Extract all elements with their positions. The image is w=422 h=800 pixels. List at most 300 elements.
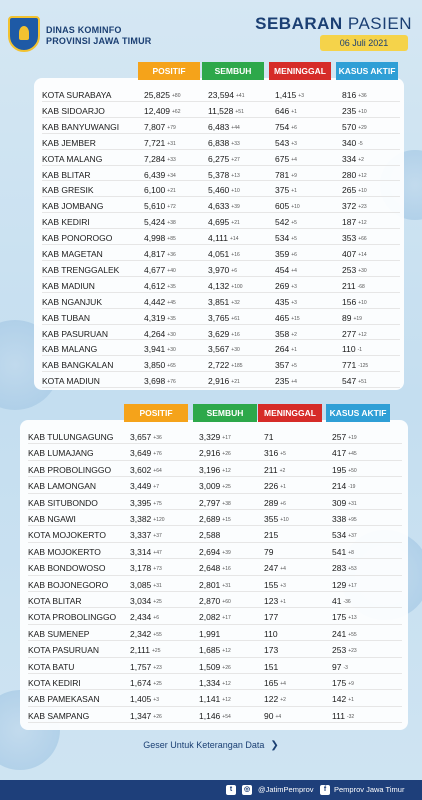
value-aktif: 417 +45 bbox=[332, 448, 357, 459]
region-name: KAB BANYUWANGI bbox=[42, 121, 120, 132]
region-name: KAB TRENGGALEK bbox=[42, 264, 120, 275]
value-positif: 2,434 +6 bbox=[130, 612, 159, 623]
value-sembuh: 4,051 +16 bbox=[208, 249, 240, 259]
delta-positif: +79 bbox=[167, 124, 176, 131]
value-aktif: 283 +53 bbox=[332, 563, 357, 574]
value-sembuh: 1,146 +54 bbox=[199, 710, 231, 721]
delta-aktif: +10 bbox=[358, 299, 367, 306]
value-sembuh: 2,870 +60 bbox=[199, 596, 231, 606]
delta-positif: +85 bbox=[167, 236, 176, 243]
value-aktif: 235 +10 bbox=[342, 105, 367, 116]
delta-meninggal: +5 bbox=[280, 451, 286, 458]
facebook-icon[interactable]: f bbox=[320, 785, 330, 795]
instagram-icon[interactable]: ◎ bbox=[243, 786, 251, 793]
col-header-positif: POSITIF bbox=[124, 404, 188, 422]
value-positif: 2,111 +25 bbox=[130, 645, 161, 656]
value-sembuh: 1,509 +26 bbox=[199, 661, 231, 672]
value-aktif: 257 +19 bbox=[332, 432, 357, 442]
region-name: KAB BOJONEGORO bbox=[28, 579, 109, 590]
value-meninggal: 173 bbox=[264, 645, 279, 656]
value-sembuh: 3,009 +25 bbox=[199, 481, 231, 492]
delta-sembuh: +61 bbox=[231, 315, 240, 322]
delta-sembuh: +26 bbox=[222, 664, 231, 671]
delta-meninggal: +2 bbox=[280, 697, 286, 704]
delta-positif: +73 bbox=[153, 566, 162, 573]
value-sembuh: 2,588 bbox=[199, 530, 221, 541]
delta-aktif: +10 bbox=[358, 108, 367, 115]
value-positif: 3,085 +31 bbox=[130, 579, 162, 590]
value-meninggal: 435 +3 bbox=[275, 296, 297, 307]
delta-sembuh: +13 bbox=[231, 172, 240, 179]
delta-sembuh: +44 bbox=[231, 124, 240, 131]
delta-aktif: +95 bbox=[348, 517, 357, 523]
value-positif: 4,998 +85 bbox=[144, 233, 176, 244]
value-positif: 3,382 +120 bbox=[130, 514, 165, 524]
delta-aktif: +55 bbox=[348, 631, 357, 638]
delta-meninggal: +4 bbox=[291, 267, 297, 274]
delta-meninggal: +4 bbox=[275, 713, 282, 720]
value-positif: 4,442 +45 bbox=[144, 296, 176, 307]
value-meninggal: 781 +9 bbox=[275, 169, 297, 180]
delta-meninggal: +4 bbox=[280, 681, 286, 687]
value-aktif: 211 -68 bbox=[342, 280, 365, 291]
value-aktif: 534 +37 bbox=[332, 530, 357, 541]
value-positif: 3,657 +36 bbox=[130, 432, 162, 442]
region-name: KOTA BLITAR bbox=[28, 596, 82, 606]
value-positif: 3,698 +76 bbox=[144, 376, 176, 387]
value-sembuh: 1,141 +12 bbox=[199, 694, 231, 705]
delta-positif: +35 bbox=[167, 315, 176, 322]
region-name: KAB LUMAJANG bbox=[28, 448, 94, 459]
delta-positif: +26 bbox=[153, 713, 162, 720]
page-title: SEBARAN PASIEN bbox=[255, 14, 412, 33]
value-aktif: 156 +10 bbox=[342, 296, 367, 307]
value-sembuh: 2,694 +39 bbox=[199, 546, 231, 557]
delta-positif: +23 bbox=[153, 664, 162, 671]
value-positif: 4,319 +35 bbox=[144, 312, 176, 323]
delta-meninggal: +6 bbox=[291, 124, 297, 131]
delta-sembuh: +41 bbox=[236, 93, 245, 99]
delta-meninggal: +10 bbox=[291, 204, 300, 211]
delta-meninggal: +5 bbox=[291, 236, 297, 243]
delta-aktif: +23 bbox=[358, 204, 367, 211]
value-aktif: 253 +30 bbox=[342, 264, 367, 275]
delta-aktif: -19 bbox=[348, 484, 356, 491]
delta-positif: +7 bbox=[153, 484, 159, 491]
delta-aktif: -3 bbox=[343, 664, 348, 671]
delta-positif: +30 bbox=[167, 331, 176, 338]
chevron-right-icon: ❯ bbox=[270, 740, 279, 751]
delta-sembuh: +12 bbox=[222, 681, 231, 687]
delta-positif: +38 bbox=[167, 220, 176, 227]
delta-meninggal: +6 bbox=[291, 252, 297, 258]
delta-sembuh: +16 bbox=[231, 252, 240, 258]
value-meninggal: 543 +3 bbox=[275, 137, 297, 148]
value-meninggal: 215 bbox=[264, 530, 279, 541]
delta-aktif: +36 bbox=[358, 93, 367, 99]
region-name: KAB SITUBONDO bbox=[28, 497, 98, 508]
delta-aktif: +2 bbox=[358, 156, 364, 163]
value-aktif: 111 -32 bbox=[332, 710, 355, 721]
value-meninggal: 465 +15 bbox=[275, 312, 300, 323]
value-sembuh: 2,082 +17 bbox=[199, 612, 231, 623]
delta-aktif: +13 bbox=[348, 615, 357, 622]
value-sembuh: 1,685 +12 bbox=[199, 645, 231, 656]
value-aktif: 110 -1 bbox=[342, 344, 363, 355]
region-name: KAB GRESIK bbox=[42, 185, 94, 196]
value-positif: 5,610 +72 bbox=[144, 201, 176, 212]
delta-sembuh: +21 bbox=[231, 379, 240, 386]
value-meninggal: 375 +1 bbox=[275, 185, 297, 196]
col-header-sembuh: SEMBUH bbox=[193, 404, 257, 422]
delta-positif: +45 bbox=[167, 299, 176, 306]
delta-sembuh: +21 bbox=[231, 220, 240, 227]
col-header-kasus-aktif: KASUS AKTIF bbox=[336, 62, 398, 80]
value-meninggal: 454 +4 bbox=[275, 264, 297, 275]
value-aktif: 334 +2 bbox=[342, 153, 364, 164]
region-name: KAB JEMBER bbox=[42, 137, 96, 148]
value-meninggal: 754 +6 bbox=[275, 121, 297, 132]
value-aktif: 309 +31 bbox=[332, 497, 357, 508]
social-handle-twitter[interactable]: @JatimPemprov bbox=[258, 785, 314, 794]
delta-positif: +25 bbox=[152, 648, 161, 655]
value-meninggal: 226 +1 bbox=[264, 481, 286, 492]
col-header-positif: POSITIF bbox=[138, 62, 200, 80]
value-sembuh: 3,196 +12 bbox=[199, 464, 231, 475]
delta-positif: +30 bbox=[167, 347, 176, 354]
delta-sembuh: +12 bbox=[222, 648, 231, 655]
delta-meninggal: +5 bbox=[291, 220, 297, 227]
value-sembuh: 2,916 +21 bbox=[208, 376, 240, 387]
region-name: KAB PROBOLINGGO bbox=[28, 464, 112, 475]
value-meninggal: 247 +4 bbox=[264, 563, 286, 574]
delta-meninggal: +15 bbox=[291, 315, 300, 322]
value-positif: 3,178 +73 bbox=[130, 563, 162, 574]
delta-aktif: +1 bbox=[348, 697, 354, 704]
value-positif: 3,649 +76 bbox=[130, 448, 162, 459]
region-name: KAB LAMONGAN bbox=[28, 481, 97, 492]
delta-meninggal: +1 bbox=[291, 347, 297, 354]
value-meninggal: 534 +5 bbox=[275, 233, 297, 244]
delta-positif: +72 bbox=[167, 204, 176, 211]
delta-aktif: +23 bbox=[348, 648, 357, 655]
value-meninggal: 542 +5 bbox=[275, 217, 297, 228]
value-sembuh: 3,970 +6 bbox=[208, 264, 237, 275]
region-name: KAB PAMEKASAN bbox=[28, 694, 100, 705]
value-aktif: 97 -3 bbox=[332, 661, 348, 672]
value-meninggal: 90 +4 bbox=[264, 710, 282, 721]
value-sembuh: 23,594 +41 bbox=[208, 90, 245, 100]
delta-positif: +80 bbox=[172, 93, 181, 99]
value-meninggal: 123 +1 bbox=[264, 596, 286, 606]
region-name: KAB SUMENEP bbox=[28, 628, 90, 639]
value-sembuh: 5,460 +10 bbox=[208, 185, 240, 196]
delta-aktif: -1 bbox=[357, 347, 363, 354]
delta-sembuh: +54 bbox=[222, 713, 231, 720]
value-aktif: 214 -19 bbox=[332, 481, 356, 492]
delta-aktif: -36 bbox=[343, 599, 351, 605]
org-name-line2: PROVINSI JAWA TIMUR bbox=[46, 36, 152, 46]
delta-positif: +21 bbox=[167, 188, 176, 195]
region-name: KAB NGANJUK bbox=[42, 296, 102, 307]
delta-positif: +34 bbox=[167, 172, 176, 179]
value-positif: 4,817 +36 bbox=[144, 249, 176, 259]
region-name: KAB KEDIRI bbox=[42, 217, 90, 228]
value-sembuh: 1,991 bbox=[199, 628, 221, 639]
delta-positif: +3 bbox=[153, 697, 159, 704]
delta-aktif: +29 bbox=[358, 124, 367, 131]
delta-sembuh: +39 bbox=[222, 549, 231, 556]
delta-positif: +6 bbox=[153, 615, 159, 622]
value-meninggal: 211 +2 bbox=[264, 464, 286, 475]
value-meninggal: 79 bbox=[264, 546, 274, 557]
value-aktif: 142 +1 bbox=[332, 694, 354, 705]
delta-aktif: +37 bbox=[348, 533, 357, 540]
delta-aktif: -68 bbox=[357, 283, 365, 290]
value-meninggal: 165 +4 bbox=[264, 678, 286, 688]
value-meninggal: 1,415 +3 bbox=[275, 90, 304, 100]
value-meninggal: 359 +6 bbox=[275, 249, 297, 259]
value-positif: 1,757 +23 bbox=[130, 661, 162, 672]
value-sembuh: 6,838 +33 bbox=[208, 137, 240, 148]
org-name-line1: DINAS KOMINFO bbox=[46, 25, 122, 35]
value-positif: 12,409 +62 bbox=[144, 105, 181, 116]
value-sembuh: 2,801 +31 bbox=[199, 579, 231, 590]
delta-sembuh: +38 bbox=[222, 500, 231, 507]
delta-meninggal: +1 bbox=[280, 599, 286, 605]
row-divider bbox=[42, 387, 400, 388]
delta-positif: +62 bbox=[172, 108, 181, 115]
value-meninggal: 155 +3 bbox=[264, 579, 286, 590]
value-meninggal: 289 +6 bbox=[264, 497, 286, 508]
region-name: KOTA KEDIRI bbox=[28, 678, 81, 688]
value-aktif: 340 -5 bbox=[342, 137, 363, 148]
value-positif: 1,674 +25 bbox=[130, 678, 162, 688]
value-sembuh: 3,851 +32 bbox=[208, 296, 240, 307]
region-name: KAB BANGKALAN bbox=[42, 360, 114, 371]
value-meninggal: 605 +10 bbox=[275, 201, 300, 212]
delta-positif: +40 bbox=[167, 267, 176, 274]
value-sembuh: 2,797 +38 bbox=[199, 497, 231, 508]
value-meninggal: 177 bbox=[264, 612, 279, 623]
value-positif: 5,424 +38 bbox=[144, 217, 176, 228]
region-name: KAB MADIUN bbox=[42, 280, 95, 291]
value-aktif: 280 +12 bbox=[342, 169, 367, 180]
value-aktif: 372 +23 bbox=[342, 201, 367, 212]
value-positif: 1,347 +26 bbox=[130, 710, 162, 721]
delta-sembuh: +6 bbox=[231, 267, 237, 274]
region-name: KOTA SURABAYA bbox=[42, 90, 112, 100]
value-meninggal: 264 +1 bbox=[275, 344, 297, 355]
delta-meninggal: +2 bbox=[279, 467, 286, 474]
value-aktif: 175 +9 bbox=[332, 678, 354, 688]
delta-aktif: +19 bbox=[353, 315, 362, 322]
delta-positif: +25 bbox=[153, 681, 162, 687]
region-name: KAB PONOROGO bbox=[42, 233, 113, 244]
delta-aktif: +12 bbox=[358, 220, 367, 227]
delta-sembuh: +31 bbox=[222, 582, 231, 589]
value-positif: 3,314 +47 bbox=[130, 546, 162, 557]
value-positif: 6,100 +21 bbox=[144, 185, 176, 196]
value-meninggal: 357 +5 bbox=[275, 360, 297, 371]
delta-aktif: +66 bbox=[358, 236, 367, 243]
col-header-meninggal: MENINGGAL bbox=[269, 62, 331, 80]
delta-sembuh: +25 bbox=[222, 484, 231, 491]
value-sembuh: 6,483 +44 bbox=[208, 121, 240, 132]
delta-sembuh: +16 bbox=[222, 566, 231, 573]
social-bar bbox=[0, 780, 422, 800]
value-sembuh: 2,648 +16 bbox=[199, 563, 231, 574]
value-aktif: 816 +36 bbox=[342, 90, 367, 100]
date-badge: 06 Juli 2021 bbox=[320, 35, 408, 51]
value-aktif: 407 +14 bbox=[342, 249, 367, 259]
value-meninggal: 355 +10 bbox=[264, 514, 289, 524]
value-sembuh: 4,695 +21 bbox=[208, 217, 240, 228]
delta-aktif: +31 bbox=[348, 500, 357, 507]
delta-aktif: -5 bbox=[358, 140, 363, 147]
delta-meninggal: +3 bbox=[298, 93, 304, 99]
value-sembuh: 3,765 +61 bbox=[208, 312, 240, 323]
delta-aktif: +19 bbox=[348, 435, 357, 441]
delta-sembuh: +10 bbox=[231, 188, 240, 195]
value-sembuh: 4,633 +39 bbox=[208, 201, 240, 212]
delta-aktif: +9 bbox=[348, 681, 354, 687]
delta-meninggal: +5 bbox=[291, 363, 297, 370]
delta-aktif: +14 bbox=[358, 252, 367, 258]
col-header-meninggal: MENINGGAL bbox=[258, 404, 322, 422]
delta-aktif: +8 bbox=[348, 549, 354, 556]
delta-meninggal: +1 bbox=[291, 108, 297, 115]
region-name: KOTA MADIUN bbox=[42, 376, 100, 387]
delta-positif: +47 bbox=[153, 549, 162, 556]
region-name: KAB BLITAR bbox=[42, 169, 91, 180]
value-aktif: 570 +29 bbox=[342, 121, 367, 132]
col-header-sembuh: SEMBUH bbox=[202, 62, 264, 80]
value-positif: 25,825 +80 bbox=[144, 90, 181, 100]
value-aktif: 541 +8 bbox=[332, 546, 354, 557]
value-positif: 3,602 +64 bbox=[130, 464, 162, 475]
region-name: KOTA PROBOLINGGO bbox=[28, 612, 117, 623]
region-name: KOTA PASURUAN bbox=[28, 645, 100, 656]
value-positif: 4,264 +30 bbox=[144, 328, 176, 339]
row-divider bbox=[28, 722, 402, 723]
value-sembuh: 1,334 +12 bbox=[199, 678, 231, 688]
value-aktif: 277 +12 bbox=[342, 328, 367, 339]
delta-sembuh: +33 bbox=[231, 140, 240, 147]
delta-meninggal: +6 bbox=[280, 500, 286, 507]
value-positif: 3,337 +37 bbox=[130, 530, 162, 541]
delta-sembuh: +27 bbox=[231, 156, 240, 163]
delta-positif: +65 bbox=[167, 363, 176, 370]
value-positif: 7,284 +33 bbox=[144, 153, 176, 164]
value-meninggal: 151 bbox=[264, 661, 279, 672]
value-aktif: 353 +66 bbox=[342, 233, 367, 244]
delta-sembuh: +30 bbox=[231, 347, 240, 354]
value-aktif: 195 +50 bbox=[332, 464, 357, 475]
delta-meninggal: +3 bbox=[280, 582, 286, 589]
value-aktif: 89 +19 bbox=[342, 312, 362, 323]
header bbox=[0, 0, 422, 62]
value-positif: 1,405 +3 bbox=[130, 694, 159, 705]
value-sembuh: 2,722 +185 bbox=[208, 360, 243, 371]
delta-aktif: +53 bbox=[348, 566, 357, 573]
delta-sembuh: +17 bbox=[222, 615, 231, 622]
delta-sembuh: +14 bbox=[230, 236, 239, 243]
jatim-logo-icon bbox=[8, 16, 40, 52]
delta-aktif: +10 bbox=[358, 188, 367, 195]
value-sembuh: 6,275 +27 bbox=[208, 153, 240, 164]
region-name: KAB PASURUAN bbox=[42, 328, 108, 339]
value-meninggal: 358 +2 bbox=[275, 328, 297, 339]
value-sembuh: 11,528 +51 bbox=[208, 105, 244, 116]
delta-meninggal: +3 bbox=[291, 299, 297, 306]
region-name: KAB MOJOKERTO bbox=[28, 546, 101, 557]
delta-positif: +76 bbox=[167, 379, 176, 386]
value-sembuh: 5,378 +13 bbox=[208, 169, 240, 180]
region-name: KAB NGAWI bbox=[28, 514, 76, 524]
delta-positif: +55 bbox=[153, 631, 162, 638]
delta-sembuh: +26 bbox=[222, 451, 231, 458]
value-positif: 4,612 +35 bbox=[144, 280, 176, 291]
value-aktif: 265 +10 bbox=[342, 185, 367, 196]
delta-sembuh: +185 bbox=[231, 363, 243, 370]
delta-meninggal: +4 bbox=[291, 379, 297, 386]
delta-positif: +37 bbox=[153, 533, 162, 540]
social-handle-facebook[interactable]: Pemprov Jawa Timur bbox=[334, 785, 405, 794]
value-meninggal: 675 +4 bbox=[275, 153, 297, 164]
value-aktif: 547 +51 bbox=[342, 376, 367, 387]
value-aktif: 41 -36 bbox=[332, 596, 351, 606]
region-name: KOTA MALANG bbox=[42, 153, 103, 164]
delta-meninggal: +4 bbox=[280, 566, 286, 573]
delta-aktif: +51 bbox=[358, 379, 367, 386]
value-positif: 3,941 +30 bbox=[144, 344, 176, 355]
delta-sembuh: +17 bbox=[222, 435, 231, 441]
twitter-icon[interactable]: t bbox=[226, 785, 236, 795]
region-name: KAB MALANG bbox=[42, 344, 98, 355]
value-sembuh: 3,329 +17 bbox=[199, 432, 231, 442]
delta-meninggal: +10 bbox=[280, 517, 289, 523]
value-aktif: 241 +55 bbox=[332, 628, 357, 639]
delta-aktif: +45 bbox=[348, 451, 357, 458]
delta-meninggal: +1 bbox=[291, 188, 297, 195]
region-name: KAB TUBAN bbox=[42, 312, 91, 323]
delta-meninggal: +2 bbox=[291, 331, 297, 338]
value-positif: 3,449 +7 bbox=[130, 481, 159, 492]
delta-sembuh: +39 bbox=[231, 204, 240, 211]
value-aktif: 771 -125 bbox=[342, 360, 369, 371]
delta-positif: +33 bbox=[167, 156, 176, 163]
value-positif: 3,850 +65 bbox=[144, 360, 176, 371]
delta-positif: +36 bbox=[167, 252, 176, 258]
delta-sembuh: +100 bbox=[231, 283, 243, 290]
delta-positif: +31 bbox=[153, 582, 162, 589]
region-name: KAB MAGETAN bbox=[42, 249, 103, 259]
region-name: KAB BONDOWOSO bbox=[28, 563, 106, 574]
value-meninggal: 316 +5 bbox=[264, 448, 286, 459]
delta-positif: +76 bbox=[153, 451, 162, 458]
value-sembuh: 3,629 +16 bbox=[208, 328, 240, 339]
delta-sembuh: +32 bbox=[231, 299, 240, 306]
value-positif: 6,439 +34 bbox=[144, 169, 176, 180]
delta-aktif: -32 bbox=[346, 713, 355, 720]
delta-positif: +36 bbox=[153, 435, 162, 441]
delta-positif: +31 bbox=[167, 140, 176, 147]
col-header-kasus-aktif: KASUS AKTIF bbox=[326, 404, 390, 422]
swipe-hint-link[interactable]: Geser Untuk Keterangan Data ❯ bbox=[143, 740, 279, 751]
value-positif: 3,034 +25 bbox=[130, 596, 162, 606]
delta-sembuh: +15 bbox=[222, 517, 231, 523]
